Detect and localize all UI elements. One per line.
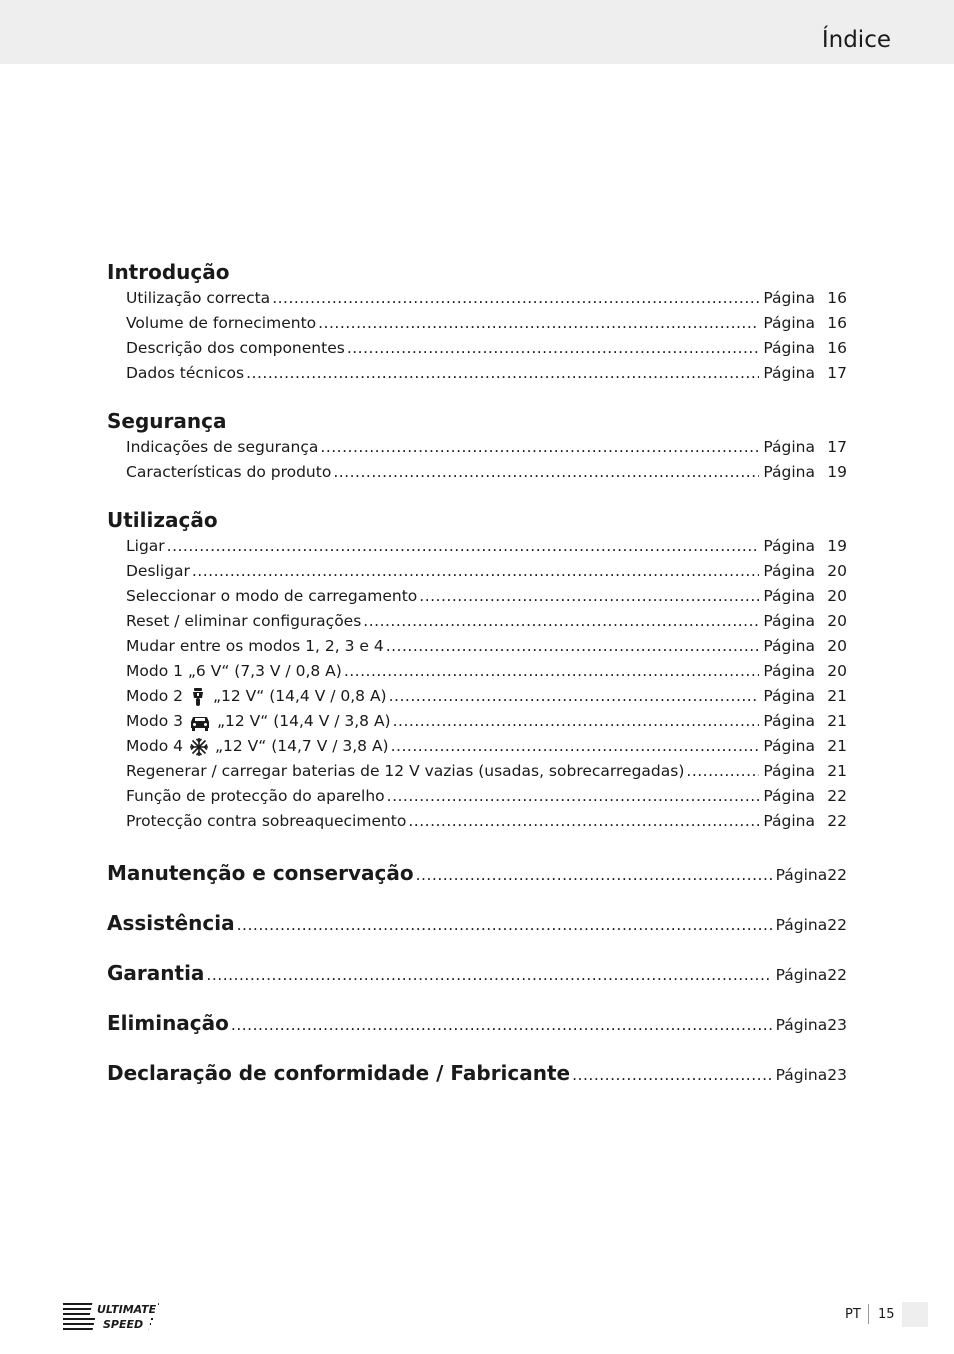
dot-leader (363, 609, 759, 634)
dot-leader (347, 336, 760, 361)
svg-text:ULTIMATE: ULTIMATE (97, 1303, 157, 1316)
toc-section-entry[interactable]: Declaração de conformidade / Fabricante ..... Página 23 (107, 1058, 847, 1108)
dot-leader (246, 361, 759, 386)
dot-leader (237, 910, 772, 940)
dot-leader (393, 709, 760, 734)
section-introducao (107, 258, 847, 386)
toc-entry[interactable]: Dados técnicos ..... Página 17 (126, 361, 847, 386)
dot-leader (572, 1060, 772, 1090)
toc-entry[interactable]: Volume de fornecimento ..... Página 16 (126, 311, 847, 336)
toc-entry[interactable]: Reset / eliminar configurações ..... Página 20 (126, 609, 847, 634)
toc-entry[interactable]: Regenerar / carregar baterias de 12 V vazias (usadas, sobrecarregadas) ..... Página 21 (126, 759, 847, 784)
ultimate-speed-logo (63, 1300, 163, 1332)
dot-leader (333, 460, 759, 485)
header-bar (0, 0, 954, 64)
section-title: Declaração de conformidade / Fabricante (107, 1061, 571, 1085)
motorcycle-icon (189, 687, 207, 707)
section-title: Assistência (107, 911, 235, 935)
svg-text:SPEED: SPEED (103, 1318, 144, 1331)
section-title: Eliminação (107, 1011, 229, 1035)
toc-entry[interactable]: Modo 3 „12 V“ (14,4 V / 3,8 A) ..... Página 21 (126, 709, 847, 734)
section-utilizacao (107, 506, 847, 834)
dot-leader (318, 311, 759, 336)
toc-entry[interactable]: Mudar entre os modos 1, 2, 3 e 4 ..... Página 20 (126, 634, 847, 659)
dot-leader (419, 584, 759, 609)
language-code: PT (845, 1307, 861, 1322)
dot-leader (389, 684, 760, 709)
table-of-contents (107, 258, 847, 1108)
section-title: Manutenção e conservação (107, 861, 414, 885)
dot-leader (386, 634, 760, 659)
section-title: Segurança (107, 409, 227, 433)
dot-leader (391, 734, 760, 759)
car-icon (189, 712, 211, 732)
toc-entry[interactable]: Desligar ..... Página 20 (126, 559, 847, 584)
toc-entry[interactable]: Seleccionar o modo de carregamento ..... Página 20 (126, 584, 847, 609)
section-title: Garantia (107, 961, 205, 985)
section-title: Introdução (107, 260, 230, 284)
dot-leader (167, 534, 760, 559)
toc-entry[interactable]: Utilização correcta ..... Página 16 (126, 286, 847, 311)
dot-leader (416, 860, 772, 890)
dot-leader (192, 559, 760, 584)
section-seguranca (107, 407, 847, 485)
footer-divider (868, 1304, 869, 1324)
toc-entry[interactable]: Características do produto ..... Página 19 (126, 460, 847, 485)
dot-leader (231, 1010, 772, 1040)
toc-entry[interactable]: Modo 1 „6 V“ (7,3 V / 0,8 A) ..... Página 20 (126, 659, 847, 684)
dot-leader (272, 286, 759, 311)
page-title: Índice (821, 27, 891, 53)
dot-leader (686, 759, 759, 784)
toc-entry[interactable]: Modo 2 „12 V“ (14,4 V / 0,8 A) ..... Página 21 (126, 684, 847, 709)
toc-entry[interactable]: Descrição dos componentes ..... Página 16 (126, 336, 847, 361)
dot-leader (344, 659, 760, 684)
snowflake-icon (189, 737, 209, 757)
toc-entry[interactable]: Função de protecção do aparelho ..... Página 22 (126, 784, 847, 809)
toc-section-entry[interactable]: Assistência ..... Página 22 (107, 908, 847, 958)
toc-section-entry[interactable]: Manutenção e conservação ..... Página 22 (107, 858, 847, 908)
toc-section-entry[interactable]: Garantia ..... Página 22 (107, 958, 847, 1008)
dot-leader (408, 809, 759, 834)
toc-entry[interactable]: Ligar ..... Página 19 (126, 534, 847, 559)
dot-leader (206, 960, 771, 990)
section-title: Utilização (107, 508, 218, 532)
footer-tab-box (902, 1302, 928, 1327)
dot-leader (320, 435, 759, 460)
dot-leader (387, 784, 760, 809)
toc-entry[interactable]: Protecção contra sobreaquecimento ..... Página 22 (126, 809, 847, 834)
toc-entry[interactable]: Indicações de segurança ..... Página 17 (126, 435, 847, 460)
toc-section-entry[interactable]: Eliminação ..... Página 23 (107, 1008, 847, 1058)
page-number: 15 (878, 1307, 895, 1322)
toc-entry[interactable]: Modo 4 „12 V“ (14,7 V / 3,8 A) ..... Página 21 (126, 734, 847, 759)
